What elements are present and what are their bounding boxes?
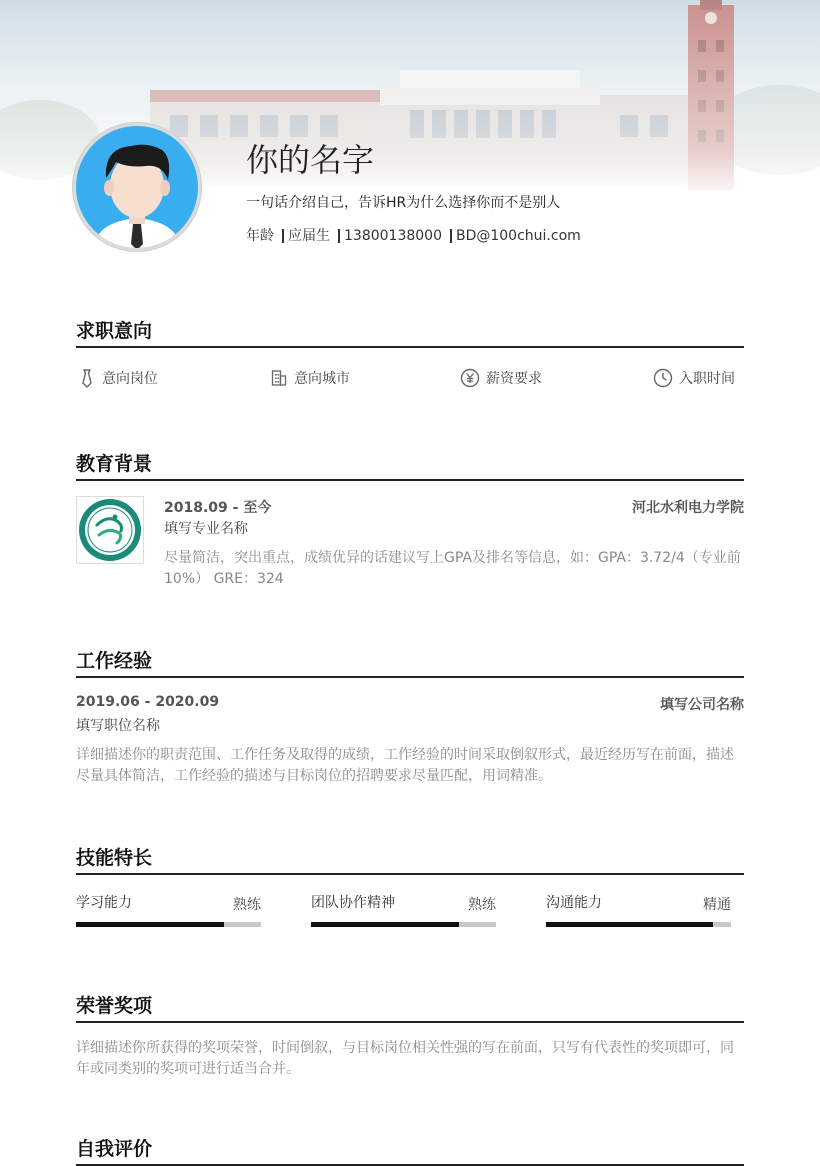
building-icon (270, 368, 288, 388)
intent-position (78, 366, 158, 390)
skill-level: 精通 (703, 897, 731, 913)
yen-icon (460, 368, 480, 388)
divider (338, 229, 340, 243)
divider (450, 229, 452, 243)
intent-start-date-label: 入职时间 (679, 371, 735, 387)
section-title-intent: 求职意向 (76, 318, 744, 348)
work-date: 2019.06 - 2020.09 (76, 694, 220, 710)
skill-progress-track (311, 922, 496, 927)
skill-name: 团队协作精神 (311, 895, 395, 911)
section-title-skills: 技能特长 (76, 845, 744, 875)
contact-age: 年龄 (246, 228, 274, 244)
section-title-work: 工作经验 (76, 648, 744, 678)
skill-progress-fill (311, 922, 459, 927)
intent-city (270, 366, 350, 390)
tie-icon (78, 368, 96, 388)
school-logo (76, 496, 144, 564)
intent-salary (460, 366, 542, 390)
skill-progress-fill (76, 922, 224, 927)
awards-description: 详细描述你所获得的奖项荣誉，时间倒叙，与目标岗位相关性强的写在前面，只写有代表性的奖项即可，同年或同类别的奖项可进行适当合并。 (76, 1040, 734, 1077)
work-position: 填写职位名称 (76, 718, 160, 734)
contact-phone: 13800138000 (344, 228, 442, 244)
skill-item (546, 890, 731, 930)
skill-item (76, 890, 261, 930)
education-date: 2018.09 - 至今 (164, 500, 272, 516)
contact-email: BD@100chui.com (455, 228, 581, 244)
avatar-illustration (76, 126, 198, 248)
education-description: 尽量简洁，突出重点，成绩优异的话建议写上GPA及排名等信息，如：GPA：3.72/4（专业前10%） GRE：324 (164, 550, 741, 587)
skill-level: 熟练 (233, 897, 261, 913)
company-name: 填写公司名称 (660, 697, 744, 713)
school-emblem-icon (77, 497, 143, 563)
skill-item (311, 890, 496, 930)
divider (282, 229, 284, 243)
resume-name: 你的名字 (246, 141, 375, 179)
intent-salary-label: 薪资要求 (486, 371, 542, 387)
skill-progress-track (546, 922, 731, 927)
section-title-awards: 荣誉奖项 (76, 993, 744, 1023)
self-intro: 一句话介绍自己，告诉HR为什么选择你而不是别人 (246, 195, 561, 211)
avatar (72, 122, 202, 252)
work-description: 详细描述你的职责范围、工作任务及取得的成绩，工作经验的时间采取倒叙形式，最近经历写在前面，描述尽量具体简洁，工作经验的描述与目标岗位的招聘要求尽量匹配，用词精准。 (76, 747, 734, 784)
contact-status: 应届生 (288, 228, 330, 244)
skill-progress-track (76, 922, 261, 927)
intent-position-label: 意向岗位 (102, 371, 158, 387)
skill-name: 学习能力 (76, 895, 132, 911)
intent-start-date (653, 366, 735, 390)
education-major: 填写专业名称 (164, 521, 248, 537)
section-title-education: 教育背景 (76, 451, 744, 481)
school-name: 河北水利电力学院 (632, 500, 744, 516)
skill-level: 熟练 (468, 897, 496, 913)
skill-name: 沟通能力 (546, 895, 602, 911)
intent-city-label: 意向城市 (294, 371, 350, 387)
clock-icon (653, 368, 673, 388)
contact-info (246, 225, 581, 247)
section-title-self-evaluation: 自我评价 (76, 1136, 744, 1166)
skill-progress-fill (546, 922, 713, 927)
